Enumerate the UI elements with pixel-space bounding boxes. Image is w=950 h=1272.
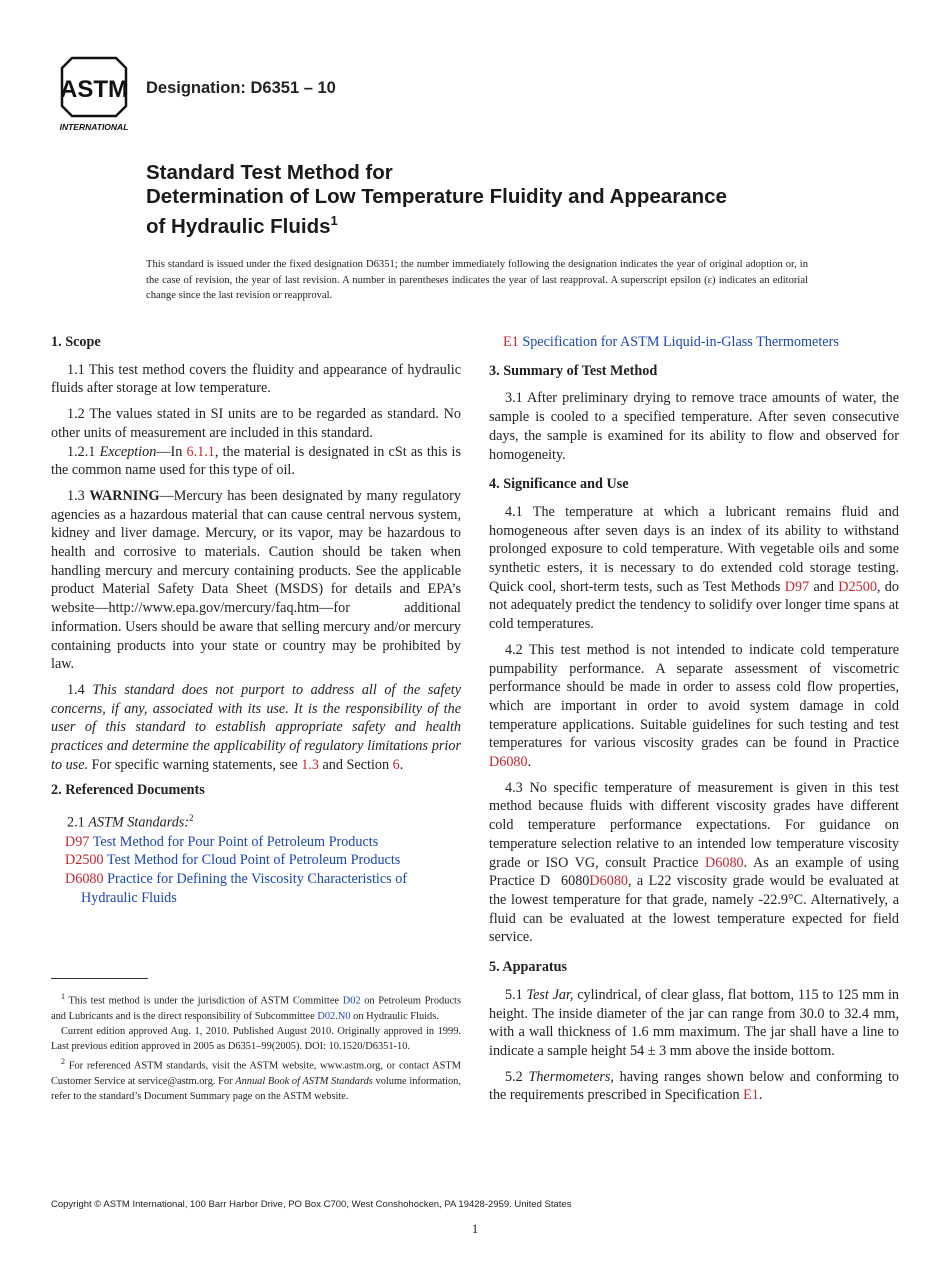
logo-letters: ASTM	[60, 76, 128, 103]
para-4-3-text-a: 4.3 No specific temperature of measurement is given in this test method because fluids with different viscosity grades have different cold temperature performance expectations. For guidance on temperature selection relative to an intended low temperature viscosity grade or ISO VG, consult Practice	[489, 779, 899, 871]
para-1-4-text-b: and Section	[318, 756, 393, 773]
para-4-1-text-c: , do not adequately predict the tendency to solidify over longer time spans at cold temperatures.	[489, 578, 899, 633]
para-3-1: 3.1 After preliminary drying to remove trace amounts of water, the sample is cooled to a specified temperature. After seven consecutive days, the sample is examined for its ability to flow and observed for homogeneity.	[489, 390, 899, 463]
footnote-2	[51, 1054, 461, 1104]
para-1-2: 1.2 The values stated in SI units are to be regarded as standard. No other units of measurement are included in this standard.	[51, 406, 461, 441]
para-4-3	[489, 779, 899, 947]
ref-code-d97[interactable]: D97	[65, 833, 90, 850]
para-5-1	[489, 986, 899, 1061]
astm-logo	[52, 54, 136, 134]
para-1-4-italic: This standard does not purport to address all of the safety concerns, if any, associated with its use. It is the responsibility of the user of this standard to establish appropriate safety and health practices and determine the applicability of regulatory limitations prior to use.	[51, 681, 461, 773]
para-5-2-num: 5.2	[505, 1068, 529, 1085]
para-4-2-text-a: 4.2 This test method is not intended to indicate cold temperature pumpability performance. A separate assessment of viscometric performance should be made in order to assess cold flow properties, which are important in order to avoid system damage in cold temperature applications. Suitable guidelines for such testing and test temperatures for various viscosity grades can be found in Practice	[489, 641, 899, 752]
para-1-4-num: 1.4	[67, 681, 93, 698]
ref-title-d6080[interactable]: Practice for Defining the Viscosity Characteristics of Hydraulic Fluids	[81, 871, 408, 906]
ref-entry-d2500[interactable]	[51, 851, 461, 870]
ref-link-section-6[interactable]: 6	[392, 756, 400, 773]
ref-link-6-1-1[interactable]: 6.1.1	[186, 443, 215, 460]
ref-link-d6080[interactable]: D6080	[489, 754, 528, 771]
ref-entry-e1[interactable]	[489, 333, 899, 352]
para-1-1: 1.1 This test method covers the fluidity and appearance of hydraulic fluids after storage at low temperature.	[51, 361, 461, 397]
para-1-4-text-c: .	[399, 756, 404, 773]
ref-link-1-3[interactable]: 1.3	[301, 756, 319, 773]
ref-entry-d6080[interactable]	[51, 870, 461, 907]
footnotes	[51, 989, 461, 1104]
para-1-2-1-text-b: , the material is designated in cSt as this is the common name used for this type of oil.	[51, 443, 461, 479]
ref-entry-d97[interactable]	[51, 833, 461, 852]
logo-subtitle: INTERNATIONAL	[59, 122, 129, 132]
ref-link-d2500[interactable]: D2500	[838, 578, 877, 595]
ref-link-d6080-a[interactable]: D6080	[705, 854, 744, 871]
para-1-2-1	[51, 443, 461, 480]
para-1-4	[51, 681, 461, 775]
para-4-2-text-b: .	[527, 754, 532, 771]
footnote-1-mark: 1	[61, 992, 65, 1001]
ref-title-d97[interactable]: Test Method for Pour Point of Petroleum Products	[92, 833, 379, 850]
astm-standards-label: ASTM Standards:	[88, 814, 190, 831]
page-number: 1	[471, 1221, 479, 1236]
para-4-1-text-a: 4.1 The temperature at which a lubricant remains fluid and homogeneous after seven days is an index of its ability to withstand prolonged exposure to cold temperature. With vegetable oils and some synthetic esters, it is necessary to do extended cold storage testing. Quick cool, short-term tests, such as Test Methods	[489, 503, 899, 595]
para-1-3	[51, 487, 461, 674]
ref-code-d6080[interactable]: D6080	[65, 871, 104, 888]
section-heading-significance: 4. Significance and Use	[489, 476, 629, 493]
section-heading-referenced-documents: 2. Referenced Documents	[51, 782, 205, 799]
para-5-2-text-b: .	[758, 1087, 763, 1104]
ref-title-e1[interactable]: Specification for ASTM Liquid-in-Glass Thermometers	[522, 334, 839, 350]
para-5-2	[489, 1068, 899, 1105]
left-column	[51, 333, 461, 907]
footnote-mark-2: 2	[189, 813, 194, 824]
footnote-1-edition: Current edition approved Aug. 1, 2010. Published August 2010. Originally approved in 1999. Last previous edition approved in 2005 as D6351–99(2005). DOI: 10.1520/D6351-10.	[51, 1025, 461, 1053]
designation: Designation: D6351 – 10	[146, 79, 336, 97]
para-5-1-num: 5.1	[505, 986, 527, 1003]
astm-logo-graphic	[52, 54, 136, 134]
ref-code-e1[interactable]: E1	[503, 334, 519, 350]
para-4-3-text-c: , a L22 viscosity grade would be evaluated at the lowest temperature for that grade, namely -22.9°C. Alternatively, a fluid can be evaluated at the lowest temperature expected for field service.	[489, 873, 899, 946]
footnote-divider	[51, 978, 148, 979]
footnote-2-text-a: For referenced ASTM standards, visit the ASTM website, www.astm.org, or contact ASTM Customer Service at service@astm.org. For	[51, 1060, 461, 1087]
para-4-3-text-b: . As an example of using Practice D 6080	[489, 854, 899, 890]
para-4-2	[489, 641, 899, 772]
para-2-1	[51, 809, 461, 832]
footnote-1-text-c: on Hydraulic Fluids.	[350, 1010, 439, 1022]
title-line-3: of Hydraulic Fluids	[146, 214, 331, 238]
para-1-2-1-exception: Exception	[99, 443, 157, 460]
ref-code-d2500[interactable]: D2500	[65, 852, 104, 869]
title-line-1: Standard Test Method for	[146, 161, 393, 184]
document-title	[146, 161, 866, 239]
footnote-1-text-b: on Petroleum Products and Lubricants and is the direct responsibility of Subcommittee	[51, 995, 461, 1022]
warning-label: WARNING	[89, 487, 160, 504]
thermometers-label: Thermometers,	[528, 1068, 614, 1085]
footnote-1	[51, 989, 461, 1024]
right-column	[489, 333, 899, 1112]
committee-d02-link[interactable]: D02	[342, 995, 361, 1007]
section-heading-apparatus: 5. Apparatus	[489, 959, 568, 976]
para-1-2-1-num: 1.2.1	[67, 443, 100, 460]
para-1-2-1-text-a: —In	[156, 443, 187, 460]
footnote-2-mark: 2	[61, 1057, 65, 1067]
para-1-3-text: —Mercury has been designated by many regulatory agencies as a hazardous material that can cause central nervous system, kidney and liver damage. Mercury, or its vapor, may be hazardous to health and corrosive to materials. Caution should be taken when handling mercury and mercury containing products. See the applicable product Material Safety Data Sheet (MSDS) for details and EPA’s website—http://www.epa.gov/mercury/faq.htm—for additional information. Users should be aware that selling mercury and/or mercury containing products into your state or country may be prohibited by law.	[51, 487, 461, 673]
para-5-2-text-a: having ranges shown below and conforming to the requirements prescribed in Specification	[489, 1068, 900, 1104]
test-jar-label: Test Jar,	[526, 986, 574, 1003]
footnote-2-text-b: volume information, refer to the standard’s Document Summary page on the ASTM website.	[51, 1075, 461, 1103]
ref-link-d97[interactable]: D97	[784, 578, 810, 595]
para-1-4-text-a: For specific warning statements, see	[88, 756, 302, 773]
copyright-notice: Copyright © ASTM International, 100 Barr Harbor Drive, PO Box C700, West Conshohocken, PA 19428-2959. United States	[51, 1199, 572, 1210]
title-line-2: Determination of Low Temperature Fluidity and Appearance	[146, 185, 727, 208]
subcommittee-d02-n0-link[interactable]: D02.N0	[317, 1010, 351, 1022]
para-4-1	[489, 503, 899, 634]
footnote-1-text-a: This test method is under the jurisdiction of ASTM Committee	[65, 995, 343, 1007]
footnote-2-book-title: Annual Book of ASTM Standards	[235, 1075, 373, 1087]
ref-link-e1[interactable]: E1	[743, 1087, 759, 1104]
issuance-note: This standard is issued under the fixed designation D6351; the number immediately following the designation indicates the year of original adoption or, in the case of revision, the year of last revision. A number in parentheses indicates the year of last reapproval. A superscript epsilon (ε) indicates an editorial change since the last revision or reapproval.	[146, 259, 808, 301]
ref-title-d2500[interactable]: Test Method for Cloud Point of Petroleum Products	[106, 852, 401, 869]
para-2-1-num: 2.1	[67, 814, 89, 831]
section-heading-summary: 3. Summary of Test Method	[489, 362, 658, 379]
title-footnote-mark: 1	[330, 213, 338, 228]
section-heading-scope: 1. Scope	[51, 334, 101, 350]
para-4-1-text-b: and	[809, 578, 839, 595]
ref-link-d6080-b[interactable]: D6080	[589, 873, 629, 890]
para-1-3-num: 1.3	[67, 487, 90, 504]
para-5-1-text: cylindrical, of clear glass, flat bottom, 115 to 125 mm in height. The inside diameter of the jar can range from 30.0 to 32.4 mm, with a wall thickness of 1.6 mm maximum. The jar shall have a line to indicate a sample height 54 ± 3 mm above the inside bottom.	[489, 986, 900, 1059]
